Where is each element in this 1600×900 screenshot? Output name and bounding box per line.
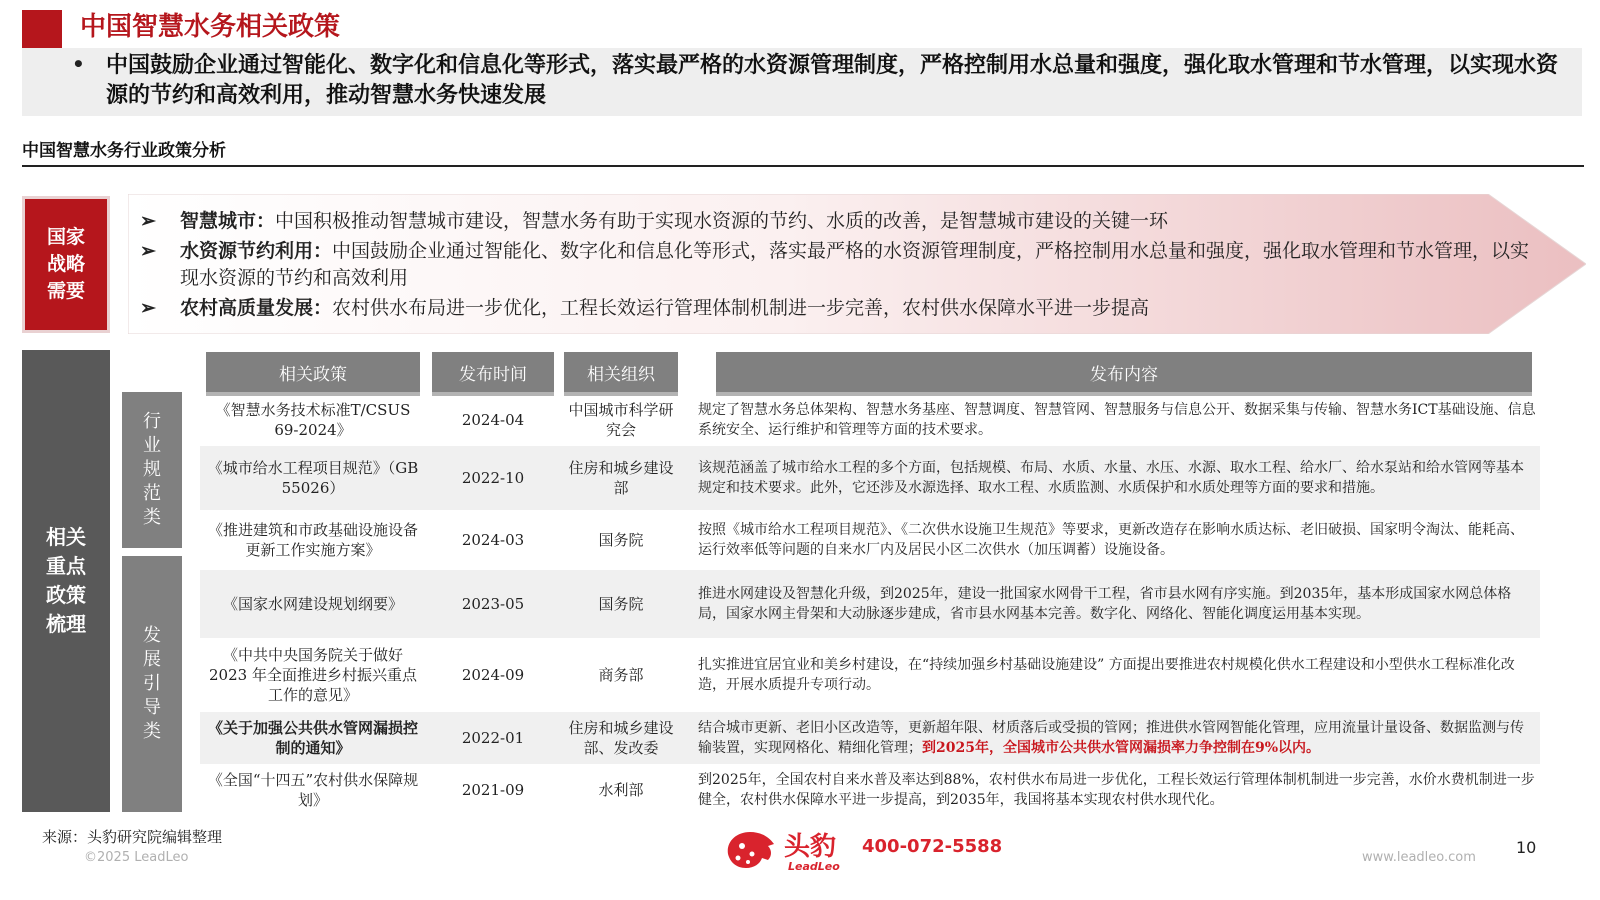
summary-text: 中国鼓励企业通过智能化、数字化和信息化等形式，落实最严格的水资源管理制度，严格控制用水总量和强度，强化取水管理和节水管理，以实现水资源的节约和高效利用，推动智慧水务快速发展: [106, 52, 1559, 108]
policy-name-cell: 《推进建筑和市政基础设施设备更新工作实施方案》: [207, 521, 418, 559]
strategy-tag: [22, 196, 110, 333]
strategy-item: [140, 208, 1530, 235]
column-header-organization: 相关组织: [564, 352, 678, 392]
strategy-item: [140, 238, 1530, 292]
contact-phone: 400-072-5588: [862, 836, 1003, 857]
policy-name-cell: 《全国“十四五”农村供水保障规划》: [207, 771, 419, 809]
brand-name-cn: 头豹: [784, 832, 837, 862]
strategy-item-key: 智慧城市：: [180, 210, 276, 232]
policy-org-cell: 国务院: [598, 531, 644, 549]
category-tag-industry-standard: [122, 392, 182, 548]
arrow-bullet-icon: ➢: [140, 210, 156, 232]
arrow-bullet-icon: ➢: [140, 240, 156, 262]
category-tag-development-guidance: [122, 556, 182, 812]
policy-name-cell: 《关于加强公共供水管网漏损控制的通知》: [207, 719, 418, 757]
policy-content-cell: 扎实推进宜居宜业和美乡村建设，在“持续加强乡村基础设施建设” 方面提出要推进农村规模化供水工程建设和小型供水工程标准化改造，开展水质提升专项行动。: [698, 657, 1515, 693]
policy-content-cell: 推进水网建设及智慧化升级，到2025年，建设一批国家水网骨干工程，省市县水网有序实施。到2035年，基本形成国家水网总体格局，国家水网主骨架和大动脉逐步建成，省市县水网基本完善。数字化、网络化、智能化调度运用基本实现。: [698, 586, 1512, 622]
policy-org-cell: 水利部: [598, 781, 644, 799]
policy-org-cell: 住房和城乡建设部、发改委: [568, 719, 674, 757]
policy-org-cell: 国务院: [598, 595, 644, 613]
policy-org-cell: 商务部: [598, 666, 644, 684]
policy-date-cell: 2024-04: [461, 411, 525, 429]
policy-date-cell: 2024-03: [461, 531, 525, 549]
policy-name-cell: 《国家水网建设规划纲要》: [222, 595, 403, 613]
page-title: 中国智慧水务相关政策: [80, 12, 341, 42]
section-title: 中国智慧水务行业政策分析: [22, 141, 226, 161]
policy-org-cell: 中国城市科学研究会: [568, 401, 674, 439]
policy-content-cell: 到2025年，全国农村自来水普及率达到88%，农村供水布局进一步优化，工程长效运行管理体制机制进一步完善，水价水费机制进一步健全，农村供水保障水平进一步提高，到2035年，我国将基本实现农村供水现代化。: [698, 772, 1535, 808]
policy-content-text: 结合城市更新、老旧小区改造等，更新超年限、材质落后或受损的管网；推进供水管网智能化管理，应用流量计量设备、数据监测与传输装置，实现网格化、精细化管理；: [698, 720, 1524, 756]
policy-content-cell: 按照《城市给水工程项目规范》、《二次供水设施卫生规范》等要求，更新改造存在影响水质达标、老旧破损、国家明令淘汰、能耗高、运行效率低等问题的自来水厂内及居民小区二次供水（加压调蓄）设施设备。: [698, 522, 1524, 558]
policy-name-cell: 《中共中央国务院关于做好2023 年全面推进乡村振兴重点工作的意见》: [209, 646, 417, 704]
policy-content-cell: 规定了智慧水务总体架构、智慧水务基座、智慧调度、智慧管网、智慧服务与信息公开、数据采集与传输、智慧水务ICT基础设施、信息系统安全、运行维护和管理等方面的技术要求。: [698, 402, 1536, 438]
copyright: ©2025 LeadLeo: [84, 850, 189, 865]
policy-content-cell: [698, 712, 1536, 764]
strategy-item-key: 水资源节约利用：: [180, 240, 333, 262]
column-header-content: 发布内容: [716, 352, 1532, 392]
policy-tag-label: 相关重点政策梳理: [46, 525, 86, 636]
category-label: 行业规范类: [143, 411, 161, 528]
policy-date-cell: 2024-09: [461, 666, 525, 684]
policy-date-cell: 2023-05: [461, 595, 525, 613]
policy-highlight-text: 到2025年，全国城市公共供水管网漏损率力争控制在9%以内。: [922, 740, 1321, 756]
brand-name-en: LeadLeo: [788, 860, 840, 873]
title-mark: [22, 10, 62, 50]
page-number: 10: [1516, 838, 1537, 857]
strategy-item-text: 农村供水布局进一步优化，工程长效运行管理体制机制进一步完善，农村供水保障水平进一步提高: [332, 297, 1150, 319]
policy-date-cell: 2022-10: [461, 469, 525, 487]
policy-date-cell: 2022-01: [461, 729, 525, 747]
arrow-bullet-icon: ➢: [140, 297, 156, 319]
policy-name-cell: 《智慧水务技术标准T/CSUS 69-2024》: [215, 401, 411, 439]
column-header-date: 发布时间: [432, 352, 554, 392]
strategy-list: [140, 208, 1530, 325]
policy-content-cell: 该规范涵盖了城市给水工程的多个方面，包括规模、布局、水质、水量、水压、水源、取水工程、给水厂、给水泵站和给水管网等基本规定和技术要求。此外，它还涉及水源选择、取水工程、水质监测、水质保护和水质处理等方面的要求和措施。: [698, 460, 1524, 496]
strategy-item-key: 农村高质量发展：: [180, 297, 333, 319]
policy-org-cell: 住房和城乡建设部: [568, 459, 674, 497]
policy-tag: [22, 350, 110, 812]
website-url: www.leadleo.com: [1362, 850, 1476, 865]
strategy-item: [140, 295, 1530, 322]
source-note: 来源：头豹研究院编辑整理: [42, 828, 223, 846]
summary-bullet: •: [72, 52, 85, 76]
policy-name-cell: 《城市给水工程项目规范》（GB 55026）: [207, 459, 419, 497]
strategy-item-text: 中国鼓励企业通过智能化、数字化和信息化等形式，落实最严格的水资源管理制度，严格控制用水总量和强度，强化取水管理和节水管理，以实现水资源的节约和高效利用: [180, 240, 1530, 289]
category-label: 发展引导类: [143, 625, 161, 742]
policy-date-cell: 2021-09: [461, 781, 525, 799]
strategy-tag-label: 国家战略需要: [46, 226, 85, 302]
leopard-logo-icon: [722, 824, 778, 874]
strategy-item-text: 中国积极推动智慧城市建设，智慧水务有助于实现水资源的节约、水质的改善，是智慧城市建设的关键一环: [275, 210, 1169, 232]
section-divider: [22, 165, 1584, 167]
column-header-policy: 相关政策: [206, 352, 420, 392]
